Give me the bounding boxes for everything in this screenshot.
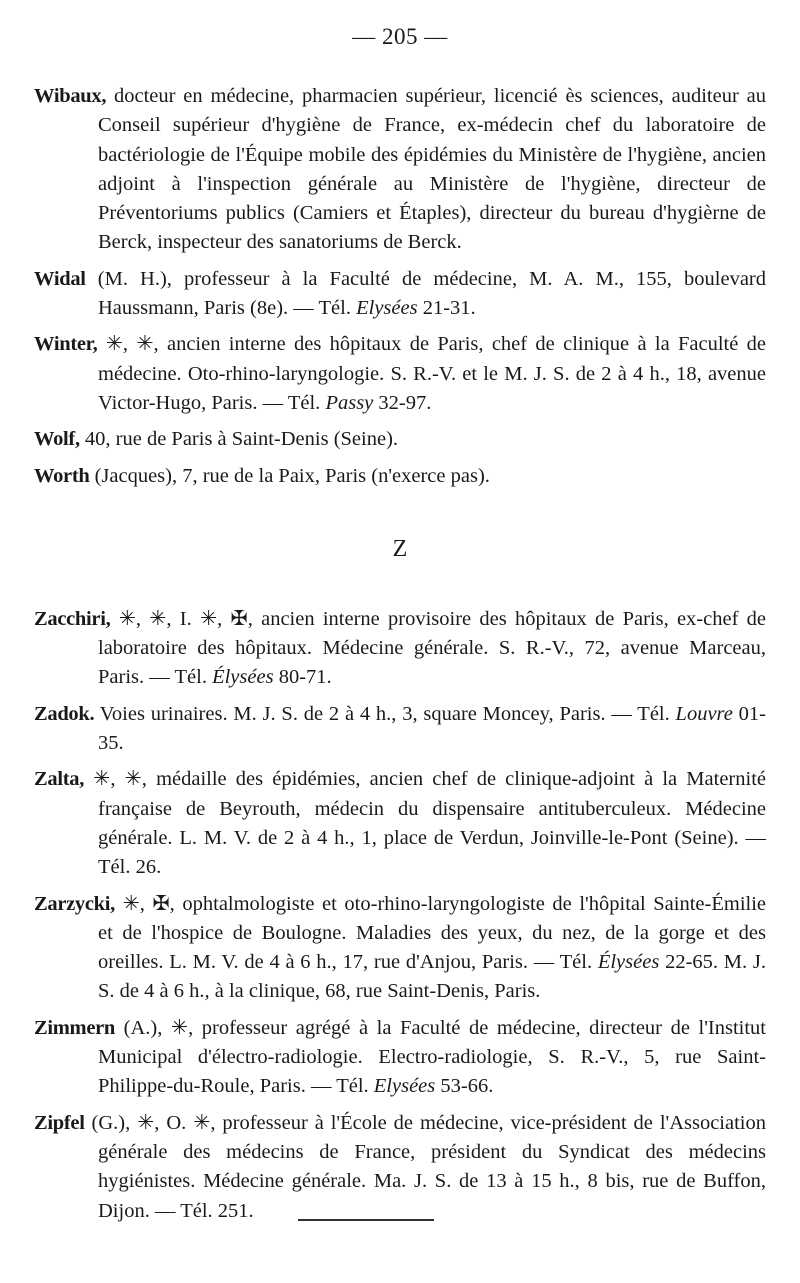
- entry-text-after: 22-65. M. J. S. de 4 à 6 h., à la clinique, 68, rue Saint-Denis, Paris.: [98, 951, 766, 1003]
- entry-exchange: Elysées: [356, 297, 418, 320]
- directory-entry-zadok: [34, 700, 766, 759]
- entry-name: Zadok.: [34, 702, 95, 725]
- entry-text: (G.), ✳, O. ✳, professeur à l'École de médecine, vice-président de l'Association générale des médecins de France, président du Syndicat des médecins hygiénistes. Médecine générale. Ma. J. S. de 13 à 15 h., 8 bis, rue de Buffon, Dijon. — Tél. 251.: [84, 1111, 766, 1222]
- directory-entry-zipfel: [34, 1109, 766, 1226]
- entry-name: Widal: [34, 267, 86, 290]
- bottom-divider: [298, 1219, 434, 1221]
- entry-text-after: 21-31.: [417, 297, 476, 320]
- entries-z-list: [34, 605, 766, 1226]
- entry-text: 40, rue de Paris à Saint-Denis (Seine).: [79, 428, 399, 451]
- section-letter-heading: Z: [392, 535, 408, 562]
- entry-text-after: 01-35.: [98, 702, 767, 755]
- entry-name: Zipfel: [34, 1111, 85, 1134]
- directory-entry-zalta: [34, 765, 766, 882]
- entry-exchange: Louvre: [675, 702, 733, 725]
- entry-text: Voies urinaires. M. J. S. de 2 à 4 h., 3, square Moncey, Paris. — Tél.: [94, 702, 676, 725]
- entry-name: Wolf,: [34, 428, 80, 451]
- entry-text-after: 80-71.: [273, 666, 332, 689]
- directory-page: [34, 22, 766, 1262]
- entry-name: Zarzycki,: [34, 892, 115, 915]
- entry-text-after: 53-66.: [435, 1075, 494, 1098]
- entry-exchange: Élysées: [212, 666, 274, 689]
- entry-text: (Jacques), 7, rue de la Paix, Paris (n'exerce pas).: [89, 464, 490, 487]
- entry-name: Worth: [34, 464, 90, 487]
- directory-entry-worth: [34, 462, 766, 491]
- entry-text: ✳, ✠, ophtalmologiste et oto-rhino-laryngologiste de l'hôpital Sainte-Émilie et de l'hospice de Boulogne. Maladies des yeux, du nez, de la gorge et des oreilles. L. M. V. de 4 à 6 h., 17, rue d'Anjou, Paris. — Tél.: [98, 892, 766, 974]
- entry-text: (A.), ✳, professeur agrégé à la Faculté de médecine, directeur de l'Institut Municipal d'électro-radiologie. Electro-radiologie, S. R.-V., 5, rue Saint-Philippe-du-Roule, Paris. — Tél.: [98, 1016, 766, 1098]
- entry-name: Winter,: [34, 333, 98, 356]
- entry-text: ✳, ✳, I. ✳, ✠, ancien interne provisoire des hôpitaux de Paris, ex-chef de laboratoire des hôpitaux. Médecine générale. S. R.-V., 72, avenue Marceau, Paris. — Tél.: [98, 607, 766, 689]
- entry-name: Zacchiri,: [34, 607, 111, 630]
- entry-text: docteur en médecine, pharmacien supérieur, licencié ès sciences, auditeur au Conseil supérieur d'hygiène de France, ex-médecin chef du laboratoire de bactériologie de l'Équipe mobile des épidémies du Ministère de l'hygiène, ancien adjoint à l'inspection générale au Ministère de l'hygiène, directeur de Préventoriums publics (Camiers et Étaples), directeur du bureau d'hygièrne de Berck, inspecteur des sanatoriums de Berck.: [98, 85, 766, 254]
- directory-entry-wibaux: [34, 82, 766, 258]
- directory-entry-zimmern: [34, 1014, 766, 1102]
- entry-text-after: 32-97.: [373, 391, 432, 414]
- entry-exchange: Élysées: [597, 951, 660, 974]
- entry-name: Zimmern: [34, 1016, 116, 1039]
- page-number: — 205 —: [352, 24, 448, 49]
- directory-entry-wolf: [34, 425, 766, 454]
- entries-w-list: [34, 82, 766, 491]
- entry-name: Zalta,: [34, 768, 85, 791]
- entry-text: ✳, ✳, médaille des épidémies, ancien chef de clinique-adjoint à la Maternité française de Beyrouth, médecin du dispensaire antituberculeux. Médecine générale. L. M. V. de 2 à 4 h., 1, place de Verdun, Joinville-le-Pont (Seine). — Tél. 26.: [84, 768, 766, 879]
- entry-text: ✳, ✳, ancien interne des hôpitaux de Paris, chef de clinique à la Faculté de médecine. Oto-rhino-laryngologie. S. R.-V. et le M. J. S. de 2 à 4 h., 18, avenue Victor-Hugo, Paris. — Tél.: [97, 333, 766, 414]
- entry-name: Wibaux,: [34, 85, 107, 107]
- entry-text: (M. H.), professeur à la Faculté de médecine, M. A. M., 155, boulevard Haussmann, Paris (8e). — Tél.: [85, 267, 766, 320]
- directory-entry-zarzycki: [34, 890, 766, 1007]
- directory-entry-winter: [34, 330, 766, 418]
- directory-entry-widal: [34, 265, 766, 324]
- entry-exchange: Passy: [325, 391, 374, 414]
- directory-entry-zacchiri: [34, 605, 766, 693]
- entry-exchange: Elysées: [373, 1075, 436, 1098]
